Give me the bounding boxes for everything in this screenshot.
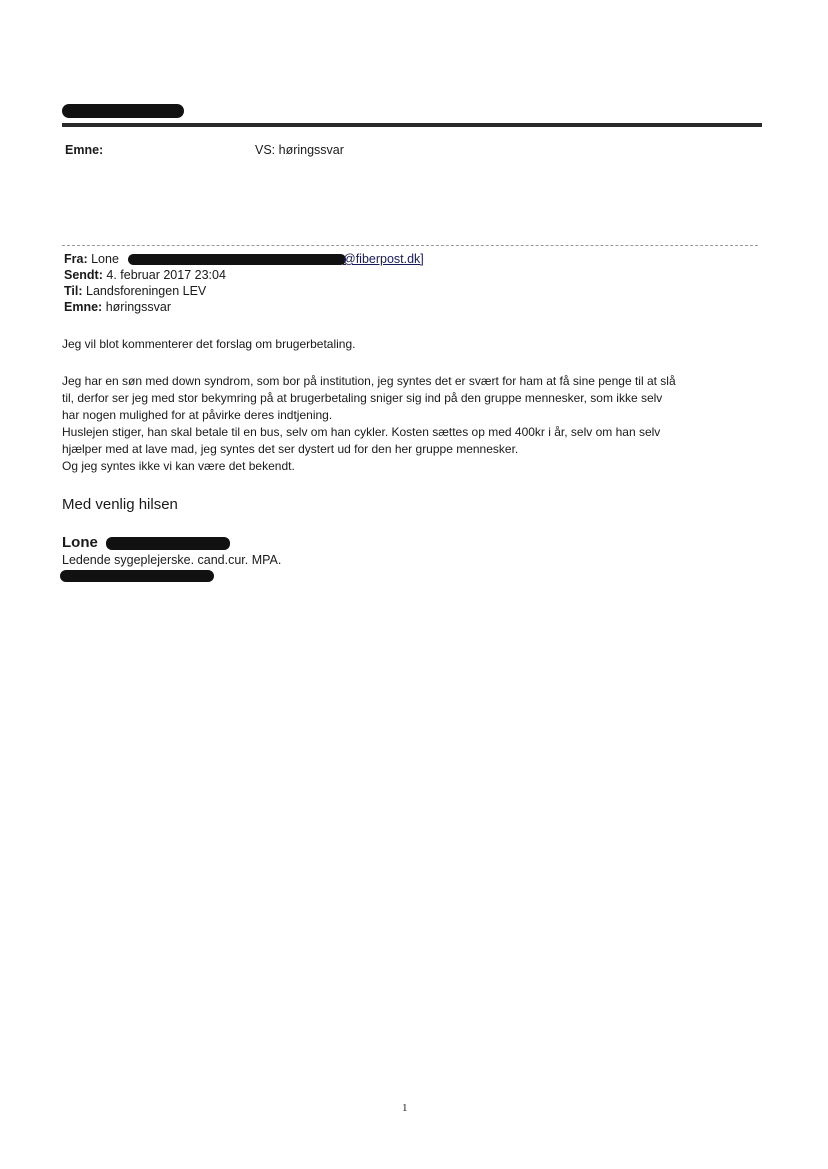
- email-subject-line: [64, 300, 171, 314]
- sent-value: 4. februar 2017 23:04: [106, 268, 226, 282]
- email-subject-value: høringssvar: [105, 300, 171, 314]
- body-line: har nogen mulighed for at påvirke deres indtjening.: [62, 408, 333, 422]
- body-line: Huslejen stiger, han skal betale til en bus, selv om han cykler. Kosten sættes op med 400kr i år, selv om han selv: [62, 425, 661, 439]
- redacted-contact: [60, 570, 214, 582]
- to-line: [64, 284, 206, 298]
- to-value: Landsforeningen LEV: [86, 284, 207, 298]
- body-line: Jeg har en søn med down syndrom, som bor på institution, jeg syntes det er svært for ham at få sine penge til at slå: [62, 374, 676, 388]
- body-paragraph-2: [62, 373, 762, 475]
- redacted-surname: [106, 537, 230, 550]
- subject-label: Emne:: [65, 143, 104, 157]
- body-paragraph-1: Jeg vil blot kommenterer det forslag om brugerbetaling.: [62, 337, 356, 351]
- sent-label: Sendt:: [64, 268, 103, 282]
- from-name: Lone: [91, 252, 119, 266]
- body-line: Og jeg syntes ikke vi kan være det bekendt.: [62, 459, 295, 473]
- page-number: 1: [402, 1102, 408, 1114]
- signature-title: Ledende sygeplejerske. cand.cur. MPA.: [62, 553, 282, 567]
- subject-value: VS: høringssvar: [255, 143, 344, 157]
- signature-name: Lone: [62, 534, 98, 551]
- redacted-email: [128, 254, 346, 265]
- body-line: hjælper med at lave mad, jeg syntes det ser dystert ud for den her gruppe mennesker.: [62, 442, 519, 456]
- redacted-sender-name: [62, 104, 184, 118]
- signature-greeting: Med venlig hilsen: [62, 496, 178, 513]
- forward-separator: [62, 245, 758, 246]
- body-line: til, derfor ser jeg med stor bekymring på at brugerbetaling sniger sig ind på den gruppe mennesker, som ikke selv: [62, 391, 663, 405]
- from-label: Fra:: [64, 252, 88, 266]
- sent-line: [64, 268, 226, 282]
- from-email-line: [343, 252, 424, 266]
- from-email-suffix[interactable]: @fiberpost.dk]: [343, 252, 424, 266]
- to-label: Til:: [64, 284, 83, 298]
- header-rule: [62, 123, 762, 127]
- email-subject-label: Emne:: [64, 300, 103, 314]
- from-line: [64, 252, 119, 266]
